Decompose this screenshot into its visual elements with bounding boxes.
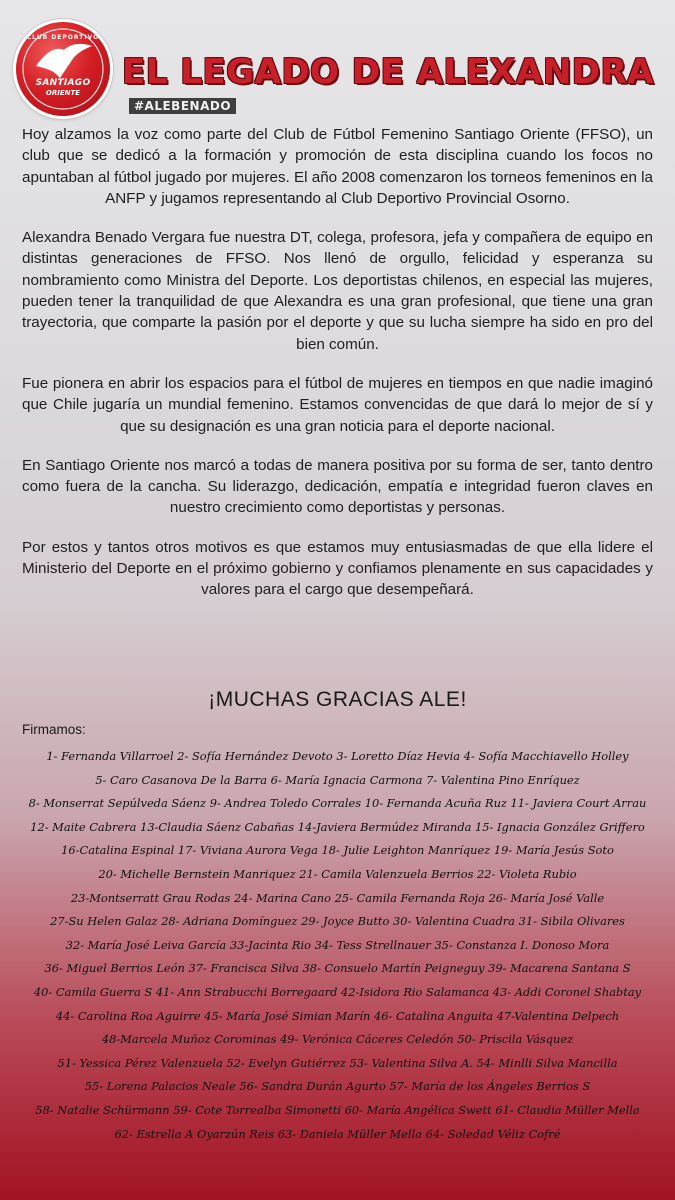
signer-name: 43- Addi Coronel Shabtay <box>492 984 642 999</box>
signer-name: 29- Joyce Butto <box>301 914 390 929</box>
signer-name: 55- Lorena Palacios Neale <box>84 1079 236 1094</box>
signer-name: 7- Valentina Pino Enríquez <box>426 772 580 787</box>
signer-name: 61- Claudia Müller Mella <box>495 1102 640 1117</box>
signer-name: 10- Fernanda Acuña Ruz <box>364 796 507 811</box>
signer-name: 9- Andrea Toledo Corrales <box>209 796 362 811</box>
signer-name: 6- María Ignacia Carmona <box>270 772 423 787</box>
signer-name: 59- Cote Torrealba Simonetti <box>173 1102 342 1117</box>
page-title: EL LEGADO DE ALEXANDRA <box>122 52 654 92</box>
signer-name: 18- Julie Leighton Manríquez <box>321 843 491 858</box>
signer-name: 33-Jacinta Rio <box>229 937 311 952</box>
signer-name: 44- Carolina Roa Aguirre <box>55 1008 201 1023</box>
logo-name-text: SANTIAGO <box>35 78 91 88</box>
signer-name: 32- María José Leiva García <box>65 937 227 952</box>
signer-name: 20- Michelle Bernstein Manriquez <box>98 866 296 881</box>
signer-name: 48-Marcela Muñoz Corominas <box>101 1032 277 1047</box>
signer-name: 2- Sofía Hernández Devoto <box>177 749 333 763</box>
signer-name: 62- Estrella A Oyarzún Reis <box>114 1126 275 1141</box>
signer-name: 57- María de los Ángeles Berrios S <box>389 1079 591 1094</box>
thanks-heading: ¡MUCHAS GRACIAS ALE! <box>208 688 467 711</box>
signer-name: 28- Adriana Domínguez <box>161 914 298 929</box>
letter-body <box>22 124 653 619</box>
paragraph-1: Hoy alzamos la voz como parte del Club de Fútbol Femenino Santiago Oriente (FFSO), un club que se dedicó a la formación y promoción de esta disciplina cuando los focos no apuntaban al fútbol jugado por mujeres. El año 2008 comenzaron los torneos femeninos en la ANFP y jugamos representando al Club Deportivo Provincial Osorno. <box>22 126 653 207</box>
signer-name: 16-Catalina Espinal <box>61 843 175 858</box>
club-logo <box>16 22 110 116</box>
paragraph-5: Por estos y tantos otros motivos es que estamos muy entusiasmadas de que ella lidere el Ministerio del Deporte en el próximo gobierno y confiamos plenamente en sus capacidades y valores para el cargo que desempeñará. <box>22 538 653 599</box>
signers-list <box>22 745 653 1146</box>
signer-name: 41- Ann Strabucchi Borregaard <box>155 984 338 999</box>
signer-name: 17- Viviana Aurora Vega <box>177 843 318 858</box>
signer-name: 11- Javiera Court Arrau <box>510 796 647 811</box>
paragraph-3: Fue pionera en abrir los espacios para el fútbol de mujeres en tiempos en que nadie imaginó que Chile jugaría un mundial femenino. Estamos convencidas de que dará lo mejor de sí y que su designación es una gran noticia para el deporte nacional. <box>22 374 653 435</box>
signer-name: 45- María José Simian Marín <box>204 1008 371 1023</box>
signer-name: 38- Consuelo Martín Peigneguy <box>302 961 485 976</box>
signer-name: 36- Miguel Berrios León <box>44 961 185 976</box>
signer-name: 52- Evelyn Gutiérrez <box>226 1055 346 1070</box>
signer-name: 22- Violeta Rubio <box>477 866 577 881</box>
signer-name: 35- Constanza I. Donoso Mora <box>434 937 610 952</box>
signer-name: 13-Claudia Sáenz Cabañas <box>140 819 295 834</box>
signer-name: 64- Soledad Véliz Cofré <box>425 1126 561 1141</box>
signer-name: 19- María Jesús Soto <box>493 843 614 858</box>
signers-label: Firmamos: <box>22 722 86 737</box>
signer-name: 30- Valentina Cuadra <box>392 914 515 929</box>
signer-name: 54- Minlli Silva Mancilla <box>476 1055 618 1070</box>
signer-name: 26- María José Valle <box>488 890 605 905</box>
paragraph-2: Alexandra Benado Vergara fue nuestra DT, colega, profesora, jefa y compañera de equipo en distintas generaciones de FFSO. Nos llenó de orgullo, felicidad y esperanza su nombramiento como Ministra del Deporte. Los deportistas chilenos, en especial las mujeres, pueden tener la tranquilidad de que Alexandra es una gran profesional, que tiene una gran trayectoria, que comparte la pasión por el deporte y que su lucha siempre ha sido en pro del bien común. <box>22 229 653 353</box>
signer-name: 60- María Angélica Swett <box>344 1102 492 1117</box>
signer-name: 53- Valentina Silva A. <box>349 1055 473 1070</box>
signer-name: 27-Su Helen Galaz <box>50 914 158 929</box>
signer-name: 31- Sibila Olivares <box>518 914 625 929</box>
signer-name: 46- Catalina Anguita <box>373 1008 494 1023</box>
signer-name: 23-Montserratt Grau Rodas <box>70 890 231 905</box>
signer-name: 40- Camila Guerra S <box>33 984 153 999</box>
signer-name: 14-Javiera Bermúdez Miranda <box>297 819 472 834</box>
signer-name: 50- Priscila Vásquez <box>457 1032 574 1047</box>
signer-name: 37- Francisca Silva <box>188 961 299 976</box>
signer-name: 1- Fernanda Villarroel <box>46 749 174 763</box>
signer-name: 12- Maite Cabrera <box>30 819 137 834</box>
signer-name: 56- Sandra Durán Agurto <box>239 1079 386 1094</box>
signer-name: 39- Macarena Santana S <box>488 961 631 976</box>
signer-name: 25- Camila Fernanda Roja <box>334 890 485 905</box>
paragraph-4: En Santiago Oriente nos marcó a todas de manera positiva por su forma de ser, tanto dentro como fuera de la cancha. Su liderazgo, dedicación, empatía e integridad fueron claves en nuestro crecimiento como deportistas y personas. <box>22 456 653 517</box>
signer-name: 3- Loretto Díaz Hevia <box>336 749 461 763</box>
signer-name: 21- Camila Valenzuela Berrios <box>299 866 474 881</box>
signer-name: 15- Ignacia González Griffero <box>475 819 645 834</box>
signer-name: 24- Marina Cano <box>233 890 331 905</box>
signer-name: 5- Caro Casanova De la Barra <box>95 772 268 787</box>
signer-name: 8- Monserrat Sepúlveda Sáenz <box>28 796 207 811</box>
hashtag-sticker[interactable]: #ALEBENADO <box>129 98 236 114</box>
signer-name: 34- Tess Strellnauer <box>314 937 431 952</box>
header <box>0 0 675 120</box>
signer-name: 63- Daniela Müller Mella <box>277 1126 422 1141</box>
logo-sub-text: ORIENTE <box>45 89 81 97</box>
signer-name: 47-Valentina Delpech <box>496 1008 620 1023</box>
signer-name: 51- Yessica Pérez Valenzuela <box>57 1055 223 1070</box>
logo-top-text: CLUB DEPORTIVO <box>26 34 100 41</box>
signer-name: 58- Natalie Schürmann <box>35 1102 170 1117</box>
signer-name: 4- Sofía Macchiavello Holley <box>463 749 629 763</box>
signer-name: 42-Isidora Rio Salamanca <box>341 984 490 999</box>
signer-name: 49- Verónica Cáceres Celedón <box>280 1032 454 1047</box>
